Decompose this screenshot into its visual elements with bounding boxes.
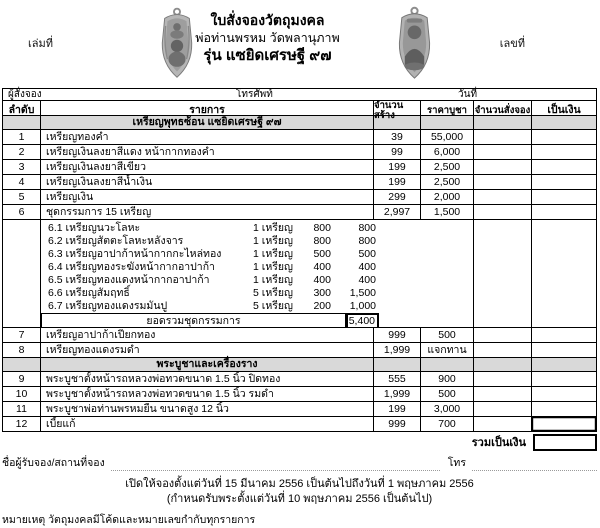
- order-form-sheet: [2, 88, 597, 528]
- sub-name: เหรียญสัมฤทธิ์: [65, 286, 130, 299]
- grand-total-label: รวมเป็นเงิน: [471, 437, 526, 450]
- sub-item-row: [41, 286, 473, 299]
- footer-phone-label: โทร: [447, 457, 466, 470]
- sub-no: 6.4: [48, 260, 63, 273]
- sub-amount: 800: [358, 235, 376, 248]
- made-qty: 2,997: [374, 205, 421, 219]
- price: 3,000: [421, 402, 474, 416]
- item-name: เหรียญเงินลงยาสีเขียว: [41, 160, 374, 174]
- sub-qty: 1 เหรียญ: [252, 273, 293, 286]
- made-qty: 199: [374, 160, 421, 174]
- sub-no: 6.7: [48, 299, 63, 312]
- section2-label: พระบูชาและเครื่องราง: [41, 358, 374, 371]
- subtotal-amount: 5,400: [346, 313, 379, 327]
- sub-amount: 400: [358, 273, 376, 286]
- row-no: 8: [3, 343, 41, 357]
- item-name: เหรียญเงินลงยาสีน้ำเงิน: [41, 175, 374, 189]
- price: 2,500: [421, 160, 474, 174]
- remark-line: หมายเหตุ วัตถุมงคลมีโค้ดและหมายเลขกำกับทุกรายการ: [2, 513, 256, 526]
- signature-row: [2, 457, 597, 471]
- made-qty: 199: [374, 175, 421, 189]
- table-row: [3, 402, 596, 417]
- order-qty-cell[interactable]: [474, 160, 532, 174]
- form-title-line3: รุ่น แซยิดเศรษฐี ๙๗: [203, 47, 332, 65]
- table-row: [3, 160, 596, 175]
- table-row: [3, 372, 596, 387]
- item-name: พระบูชาพ่อท่านพรหมยืน ขนาดสูง 12 นิ้ว: [41, 402, 374, 416]
- made-qty: 999: [374, 417, 421, 431]
- pickup-date-line: (กำหนดรับพระตั้งแต่วันที่ 10 พฤษภาคม 2556 เป็นต้นไป): [166, 492, 433, 505]
- sub-name: เหรียญสัตตะโลหะหลังจาร: [65, 235, 184, 248]
- made-qty: 39: [374, 130, 421, 144]
- order-qty-cell[interactable]: [474, 205, 532, 219]
- row-no: 4: [3, 175, 41, 189]
- date-label: วันที่: [458, 89, 478, 100]
- table-header-row: [3, 100, 596, 121]
- order-qty-cell[interactable]: [474, 387, 532, 401]
- sub-name: เหรียญนวะโลหะ: [65, 222, 141, 235]
- table-row: [3, 145, 596, 160]
- order-qty-cell[interactable]: [474, 145, 532, 159]
- amount-cell[interactable]: [532, 372, 596, 386]
- sub-qty: 1 เหรียญ: [252, 222, 293, 235]
- item-name: เหรียญทองแดงรมดำ: [41, 343, 374, 357]
- table-row: [3, 190, 596, 205]
- order-qty-cell[interactable]: [474, 130, 532, 144]
- price: 55,000: [421, 130, 474, 144]
- form-title-line1: ใบสั่งจองวัตถุมงคล: [210, 12, 325, 28]
- sub-qty: 1 เหรียญ: [252, 235, 293, 248]
- price: 2,500: [421, 175, 474, 189]
- orderer-label: ผู้สั่งจอง: [8, 89, 42, 100]
- row-no: 9: [3, 372, 41, 386]
- amount-cell[interactable]: [532, 417, 596, 431]
- made-qty: 199: [374, 402, 421, 416]
- book-number-label: เล่มที่: [28, 38, 54, 50]
- sub-item-row: [41, 222, 473, 235]
- price: 500: [421, 387, 474, 401]
- made-qty: 555: [374, 372, 421, 386]
- sub-price: 400: [313, 260, 331, 273]
- sub-name: เหรียญทองแดงรมมันปู: [65, 299, 168, 312]
- item-name: ชุดกรรมการ 15 เหรียญ: [41, 205, 374, 219]
- col-header-amount: เป็นเงิน: [547, 104, 581, 117]
- item-name: พระบูชาตั้งหน้ารถหลวงพ่อทวดขนาด 1.5 นิ้ว ปิดทอง: [41, 372, 374, 386]
- sub-qty: 5 เหรียญ: [252, 299, 293, 312]
- section-header-coins: [3, 116, 596, 130]
- grand-total-box[interactable]: [533, 434, 597, 451]
- sub-no: 6.2: [48, 235, 63, 248]
- price: 6,000: [421, 145, 474, 159]
- amount-cell[interactable]: [532, 402, 596, 416]
- form-title: [170, 12, 365, 66]
- made-qty: 1,999: [374, 387, 421, 401]
- sub-no: 6.3: [48, 247, 63, 260]
- price: 1,500: [421, 205, 474, 219]
- col-header-item: รายการ: [41, 101, 374, 120]
- phone-fill-line[interactable]: [472, 459, 597, 471]
- made-qty: 299: [374, 190, 421, 204]
- amount-cell[interactable]: [532, 130, 596, 144]
- row-no: 10: [3, 387, 41, 401]
- row-no: 3: [3, 160, 41, 174]
- sub-qty: 1 เหรียญ: [252, 260, 293, 273]
- amount-cell[interactable]: [532, 190, 596, 204]
- item-name: เหรียญอาปาก้าเปียกทอง: [41, 328, 374, 342]
- sub-no: 6.6: [48, 286, 63, 299]
- committee-set-breakdown: [3, 220, 596, 328]
- row-no: 12: [3, 417, 41, 431]
- sub-item-row: [41, 235, 473, 248]
- sub-amount: 1,000: [349, 299, 376, 312]
- amount-cell[interactable]: [532, 220, 596, 327]
- order-qty-cell[interactable]: [474, 328, 532, 342]
- price: แจกทาน: [421, 343, 474, 357]
- amount-cell[interactable]: [532, 145, 596, 159]
- sub-price: 300: [313, 286, 331, 299]
- committee-subtotal-row: [41, 313, 473, 327]
- sub-price: 800: [313, 222, 331, 235]
- order-qty-cell[interactable]: [474, 190, 532, 204]
- sub-no: 6.5: [48, 273, 63, 286]
- order-qty-cell[interactable]: [474, 220, 532, 327]
- col-header-order-qty: จำนวนสั่งจอง: [474, 101, 532, 120]
- doc-number-label: เลขที่: [499, 38, 525, 50]
- order-qty-cell[interactable]: [474, 343, 532, 357]
- sub-name: เหรียญทองแดงหน้ากากอาปาก้า: [65, 273, 210, 286]
- grand-total-row: [2, 434, 597, 450]
- item-name: พระบูชาตั้งหน้ารถหลวงพ่อทวดขนาด 1.5 นิ้ว รมดำ: [41, 387, 374, 401]
- sub-item-row: [41, 248, 473, 261]
- table-row: [3, 328, 596, 343]
- amount-cell[interactable]: [532, 343, 596, 357]
- price: 900: [421, 372, 474, 386]
- col-header-no: ลำดับ: [3, 101, 41, 120]
- receiver-fill-line[interactable]: [111, 459, 440, 471]
- item-name: เบี้ยแก้: [41, 417, 374, 431]
- table-row: [3, 130, 596, 145]
- sub-qty: 5 เหรียญ: [252, 286, 293, 299]
- booking-period-line: เปิดให้จองตั้งแต่วันที่ 15 มีนาคม 2556 เป็นต้นไปถึงวันที่ 1 พฤษภาคม 2556: [125, 478, 474, 491]
- table-row: [3, 387, 596, 402]
- row-no: 2: [3, 145, 41, 159]
- row-no: 1: [3, 130, 41, 144]
- col-header-price: ราคาบูชา: [421, 101, 474, 120]
- sub-amount: 400: [358, 260, 376, 273]
- table-row: [3, 175, 596, 190]
- amount-cell[interactable]: [532, 160, 596, 174]
- sub-name: เหรียญอาปาก้าหน้ากากกะไหล่ทอง: [65, 247, 222, 260]
- sub-qty: 1 เหรียญ: [252, 247, 293, 260]
- table-row: [3, 205, 596, 220]
- sub-name: เหรียญทองระฆังหน้ากากอาปาก้า: [65, 260, 215, 273]
- order-qty-cell[interactable]: [474, 175, 532, 189]
- section1-label: เหรียญพุทธซ้อน แซยิดเศรษฐี ๙๗: [41, 116, 374, 129]
- row-no: 6: [3, 205, 41, 219]
- table-row: [3, 343, 596, 358]
- sub-amount: 1,500: [349, 286, 376, 299]
- sub-amount: 500: [358, 247, 376, 260]
- phone-label: โทรศัพท์: [236, 89, 273, 100]
- row-no: 7: [3, 328, 41, 342]
- sub-price: 800: [313, 235, 331, 248]
- price: 2,000: [421, 190, 474, 204]
- orderer-info-row: [3, 89, 596, 101]
- sub-no: 6.1: [48, 222, 63, 235]
- table-row: [3, 417, 596, 431]
- subtotal-label: ยอดรวมชุดกรรมการ: [41, 313, 346, 327]
- sub-price: 200: [313, 299, 331, 312]
- sub-amount: 800: [358, 222, 376, 235]
- price: 700: [421, 417, 474, 431]
- row-no: 5: [3, 190, 41, 204]
- form-title-line2: พ่อท่านพรหม วัดพลานุภาพ: [195, 30, 340, 45]
- row-no: 11: [3, 402, 41, 416]
- monk-bust-amulet-photo: [394, 6, 435, 82]
- item-name: เหรียญทองคำ: [41, 130, 374, 144]
- made-qty: 1,999: [374, 343, 421, 357]
- amount-cell[interactable]: [532, 387, 596, 401]
- receiver-label: ชื่อผู้รับจอง/สถานที่จอง: [2, 457, 105, 470]
- amount-cell[interactable]: [532, 175, 596, 189]
- order-qty-cell[interactable]: [474, 402, 532, 416]
- sub-item-row: [41, 274, 473, 287]
- section-header-statues: [3, 358, 596, 372]
- sub-item-row: [41, 299, 473, 312]
- item-name: เหรียญเงิน: [41, 190, 374, 204]
- order-qty-cell[interactable]: [474, 417, 532, 431]
- order-qty-cell[interactable]: [474, 372, 532, 386]
- sub-price: 500: [313, 247, 331, 260]
- col-header-made: จำนวนสร้าง: [374, 101, 421, 120]
- amount-cell[interactable]: [532, 328, 596, 342]
- made-qty: 99: [374, 145, 421, 159]
- order-table: [2, 88, 597, 432]
- price: 500: [421, 328, 474, 342]
- sub-item-row: [41, 261, 473, 274]
- amount-cell[interactable]: [532, 205, 596, 219]
- sub-price: 400: [313, 273, 331, 286]
- made-qty: 999: [374, 328, 421, 342]
- item-name: เหรียญเงินลงยาสีแดง หน้ากากทองคำ: [41, 145, 374, 159]
